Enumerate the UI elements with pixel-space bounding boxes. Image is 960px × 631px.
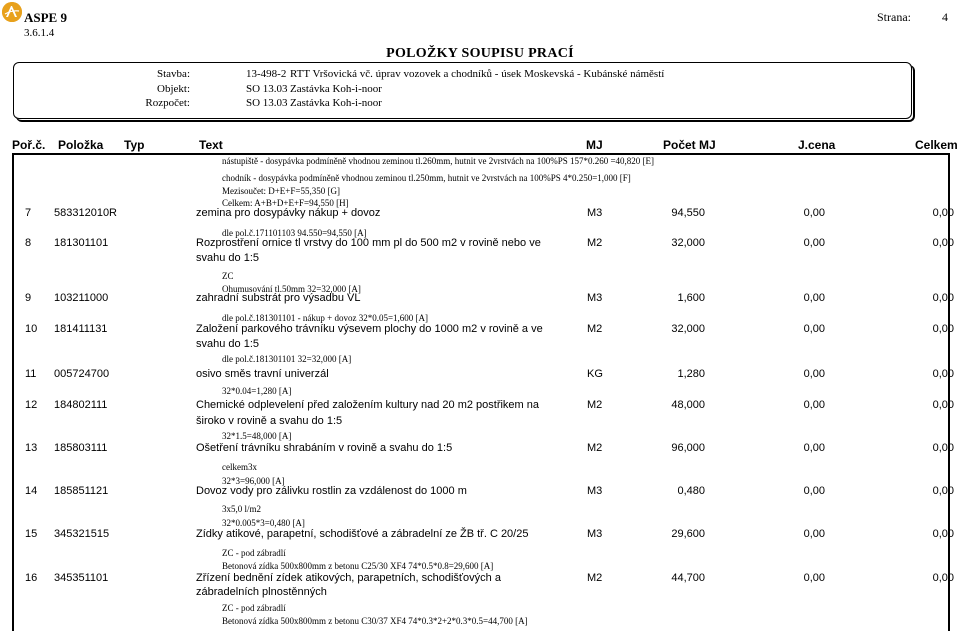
app-logo xyxy=(2,2,22,22)
item-quantity: 29,600 xyxy=(671,528,705,540)
sub-text-line: 3x5,0 l/m2 xyxy=(222,504,262,514)
sub-text-line: ZC - pod zábradlí xyxy=(222,548,286,558)
sub-text-line: 32*3=96,000 [A] xyxy=(222,476,285,486)
item-quantity: 94,550 xyxy=(671,207,705,219)
item-quantity: 1,280 xyxy=(677,368,705,380)
item-code: 181301101 xyxy=(54,237,109,249)
sub-text-line: Betonová zídka 500x800mm z betonu C30/37 XF4 74*0.3*2+2*0.3*0.5=44,700 [A] xyxy=(222,616,528,626)
sub-text-line: Mezisoučet: D+E+F=55,350 [G] xyxy=(222,186,340,196)
item-description: zahradní substrát pro výsadbu VL xyxy=(196,292,361,304)
item-total: 0,00 xyxy=(932,323,954,335)
item-total: 0,00 xyxy=(932,572,954,584)
item-code: 185851121 xyxy=(54,485,109,497)
item-unit: M2 xyxy=(587,323,603,335)
sub-text-line: dle pol.č.181301101 - nákup + dovoz 32*0.05=1,600 [A] xyxy=(222,313,429,323)
item-total: 0,00 xyxy=(932,399,954,411)
item-unit: M3 xyxy=(587,528,603,540)
header-rule xyxy=(12,153,950,155)
item-description: Zřízení bednění zídek atikových, parapetních, schodišťových a xyxy=(196,572,501,584)
item-number: 8 xyxy=(25,237,32,249)
item-total: 0,00 xyxy=(932,368,954,380)
page-number: 4 xyxy=(942,10,948,24)
item-quantity: 96,000 xyxy=(671,442,705,454)
item-total: 0,00 xyxy=(932,528,954,540)
item-quantity: 32,000 xyxy=(671,237,705,249)
table-right-rule xyxy=(948,153,950,631)
item-number: 11 xyxy=(25,368,37,380)
page-label: Strana: xyxy=(877,10,911,24)
item-description: Dovoz vody pro zálivku rostlin za vzdálenost do 1000 m xyxy=(196,485,467,497)
item-total: 0,00 xyxy=(932,207,954,219)
col-mj: MJ xyxy=(586,138,603,152)
sub-text-line: Ohumusování tl.50mm 32=32,000 [A] xyxy=(222,284,361,294)
stavba-label: Stavba: xyxy=(157,68,190,80)
objekt-value: Zastávka Koh-i-noor xyxy=(290,83,382,95)
table-left-rule xyxy=(12,153,14,631)
item-unit-price: 0,00 xyxy=(803,292,825,304)
rozpocet-code: SO 13.03 xyxy=(246,97,288,109)
sub-text-line: 32*0.005*3=0,480 [A] xyxy=(222,518,305,528)
objekt-code: SO 13.03 xyxy=(246,83,288,95)
item-total: 0,00 xyxy=(932,237,954,249)
item-unit: M2 xyxy=(587,237,603,249)
sub-text-line: 32*1.5=48,000 [A] xyxy=(222,431,292,441)
item-code: 103211000 xyxy=(54,292,109,304)
sub-text-line: ZC xyxy=(222,271,234,281)
item-unit: M3 xyxy=(587,207,603,219)
item-code: 345351101 xyxy=(54,572,109,584)
item-unit: M3 xyxy=(587,292,603,304)
sub-text-line: ZC - pod zábradlí xyxy=(222,603,286,613)
rozpocet-label: Rozpočet: xyxy=(145,97,190,109)
item-code: 583312010R xyxy=(54,207,118,219)
sub-text-line: dle pol.č.181301101 32=32,000 [A] xyxy=(222,354,352,364)
item-unit-price: 0,00 xyxy=(803,442,825,454)
item-unit: KG xyxy=(587,368,603,380)
item-number: 9 xyxy=(25,292,32,304)
objekt-label: Objekt: xyxy=(157,83,190,95)
item-unit-price: 0,00 xyxy=(803,368,825,380)
item-description: Rozprostření ornice tl vrstvy do 100 mm pl do 500 m2 v rovině nebo ve xyxy=(196,237,541,249)
item-unit: M3 xyxy=(587,485,603,497)
item-text-continuation: zábradelních plnostěnných xyxy=(196,586,327,598)
item-number: 10 xyxy=(25,323,38,335)
item-text-continuation: široko v rovině a svahu do 1:5 xyxy=(196,415,343,427)
item-code: 181411131 xyxy=(54,323,108,335)
item-quantity: 1,600 xyxy=(677,292,705,304)
item-code: 005724700 xyxy=(54,368,110,380)
item-number: 16 xyxy=(25,572,38,584)
item-number: 15 xyxy=(25,528,38,540)
item-number: 14 xyxy=(25,485,38,497)
item-unit-price: 0,00 xyxy=(803,323,825,335)
item-total: 0,00 xyxy=(932,485,954,497)
item-unit-price: 0,00 xyxy=(803,237,825,249)
sub-text-line: dle pol.č.171101103 94.550=94,550 [A] xyxy=(222,228,367,238)
item-code: 184802111 xyxy=(54,399,108,411)
item-text-continuation: svahu do 1:5 xyxy=(196,338,259,350)
item-description: zemina pro dosypávky nákup + dovoz xyxy=(196,207,381,219)
col-poradi: Poř.č. xyxy=(12,138,46,152)
col-polozka: Položka xyxy=(58,138,104,152)
col-pocet: Počet MJ xyxy=(663,138,716,152)
item-unit: M2 xyxy=(587,399,603,411)
app-name: ASPE 9 xyxy=(24,10,67,25)
item-number: 13 xyxy=(25,442,38,454)
rozpocet-value: Zastávka Koh-i-noor xyxy=(290,97,382,109)
item-unit-price: 0,00 xyxy=(803,399,825,411)
item-number: 12 xyxy=(25,399,38,411)
item-unit-price: 0,00 xyxy=(803,528,825,540)
item-description: Zídky atikové, parapetní, schodišťové a zábradelní ze ŽB tř. C 20/25 xyxy=(196,528,529,540)
item-unit-price: 0,00 xyxy=(803,207,825,219)
item-unit-price: 0,00 xyxy=(803,572,825,584)
item-code: 185803111 xyxy=(54,442,108,454)
item-quantity: 32,000 xyxy=(671,323,705,335)
col-typ: Typ xyxy=(124,138,145,152)
sub-text-line: nástupiště - dosypávka podmíněně vhodnou zeminou tl.260mm, hutnit ve 2vrstvách na 100%PS 157*0.260 =40,820 [E] xyxy=(222,156,655,166)
sub-text-line: Betonová zídka 500x800mm z betonu C25/30 XF4 74*0.5*0.8=29,600 [A] xyxy=(222,561,494,571)
col-celkem: Celkem xyxy=(915,138,958,152)
item-quantity: 44,700 xyxy=(671,572,705,584)
item-unit: M2 xyxy=(587,442,603,454)
item-quantity: 48,000 xyxy=(671,399,705,411)
item-description: Ošetření trávníku shrabáním v rovině a svahu do 1:5 xyxy=(196,442,453,454)
sub-text-line: 32*0.04=1,280 [A] xyxy=(222,386,292,396)
page-title: POLOŽKY SOUPISU PRACÍ xyxy=(386,46,574,61)
stavba-value: RTT Vršovická vč. úprav vozovek a chodníků - úsek Moskevská - Kubánské náměstí xyxy=(290,68,665,80)
item-total: 0,00 xyxy=(932,442,954,454)
item-description: Chemické odplevelení před založením kultury nad 20 m2 postřikem na xyxy=(196,399,540,411)
item-description: osivo směs travní univerzál xyxy=(196,368,329,380)
item-unit-price: 0,00 xyxy=(803,485,825,497)
sub-text-line: celkem3x xyxy=(222,462,257,472)
item-quantity: 0,480 xyxy=(677,485,705,497)
item-unit: M2 xyxy=(587,572,603,584)
sub-text-line: Celkem: A+B+D+E+F=94,550 [H] xyxy=(222,198,349,208)
col-text: Text xyxy=(199,138,223,152)
item-text-continuation: svahu do 1:5 xyxy=(196,252,259,264)
item-total: 0,00 xyxy=(932,292,954,304)
col-cena: J.cena xyxy=(798,138,836,152)
item-description: Založení parkového trávníku výsevem plochy do 1000 m2 v rovině a ve xyxy=(196,323,543,335)
app-version: 3.6.1.4 xyxy=(24,27,55,39)
sub-text-line: chodník - dosypávka podmíněně vhodnou zeminou tl.250mm, hutnit ve 2vrstvách na 100%PS 4*0.250=1,000 [F] xyxy=(222,173,631,183)
stavba-code: 13-498-2 xyxy=(246,68,287,80)
item-number: 7 xyxy=(25,207,32,219)
item-code: 345321515 xyxy=(54,528,110,540)
